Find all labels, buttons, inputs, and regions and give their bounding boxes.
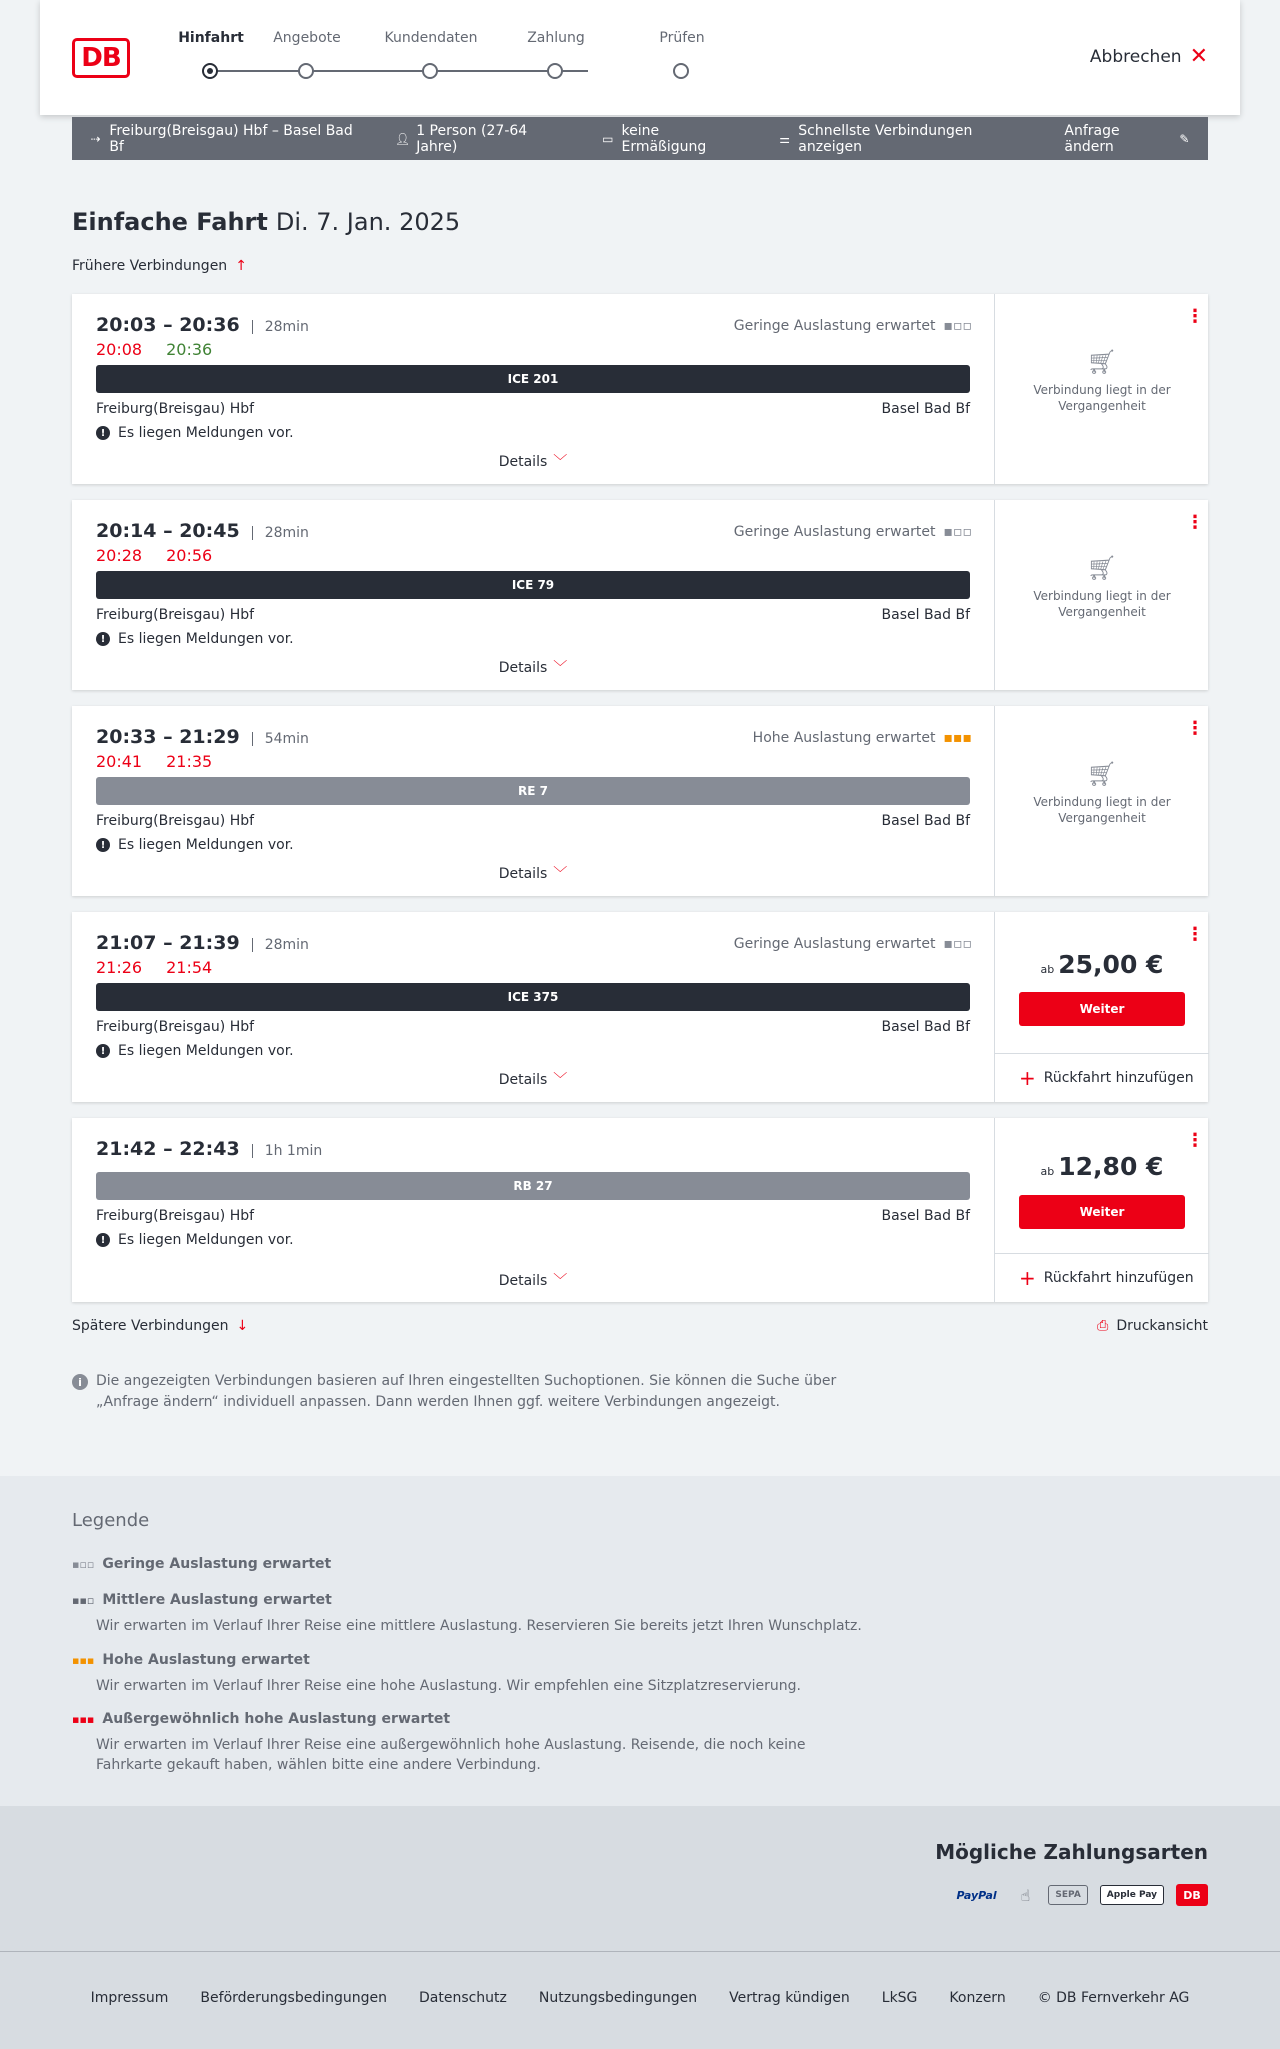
- top-navigation-bar: [40, 0, 1240, 115]
- sepa-icon: SEPA: [1048, 1885, 1087, 1905]
- booking-progress-steps: [178, 30, 705, 90]
- past-connection-notice: 🛒︎ Verbindung liegt in der Vergangenheit: [995, 766, 1209, 826]
- continue-button[interactable]: Weiter: [1019, 992, 1185, 1026]
- planned-times: 20:33 – 21:29: [96, 726, 240, 748]
- destination-station: Basel Bad Bf: [881, 607, 970, 623]
- legend-item: ▪▪▫ Mittlere Auslastung erwartet Wir erwarten im Verlauf Ihrer Reise eine mittlere Auslastung. Reservieren Sie bereits jetzt Ihren Wunschplatz.: [72, 1592, 862, 1634]
- continue-button[interactable]: Weiter: [1019, 1195, 1185, 1229]
- more-options-icon[interactable]: ⋮: [1186, 718, 1204, 739]
- duration: 28min: [252, 938, 309, 952]
- cart-unavailable-icon: 🛒︎: [1086, 760, 1118, 788]
- later-connections-link[interactable]: Spätere Verbindungen ↓: [72, 1318, 249, 1334]
- realtime-departure: 20:28: [96, 546, 143, 565]
- destination-station: Basel Bad Bf: [881, 1019, 970, 1035]
- cart-unavailable-icon: 🛒︎: [1086, 554, 1118, 582]
- card-icon: ▭: [602, 131, 614, 146]
- earlier-connections-link[interactable]: Frühere Verbindungen ↑: [72, 258, 247, 274]
- payment-methods-section: [0, 1806, 1280, 1951]
- apple-pay-icon: Apple Pay: [1100, 1885, 1164, 1905]
- arrow-right-icon: ⇢: [90, 131, 101, 146]
- edit-request-button[interactable]: Anfrage ändern ✎: [1064, 123, 1192, 155]
- printer-icon: ⎙: [1097, 1318, 1109, 1334]
- add-return-trip-button[interactable]: + Rückfahrt hinzufügen: [995, 1053, 1209, 1102]
- destination-station: Basel Bad Bf: [881, 1208, 970, 1224]
- exceptional-load-icon: ▪▪▪: [72, 1712, 95, 1726]
- more-options-icon[interactable]: ⋮: [1186, 306, 1204, 327]
- load-indicator: Geringe Auslastung erwartet ▪▫▫: [733, 936, 972, 952]
- low-load-icon: ▪▫▫: [943, 318, 972, 334]
- realtime-arrival: 21:54: [166, 958, 213, 977]
- origin-station: Freiburg(Breisgau) Hbf: [96, 607, 255, 623]
- option-summary: ⚌ Schnellste Verbindungen anzeigen: [777, 123, 1030, 155]
- passenger-summary: 👤︎ 1 Person (27-64 Jahre): [394, 122, 528, 155]
- footer-link-nutzungsbedingungen[interactable]: Nutzungsbedingungen: [538, 1990, 698, 2006]
- realtime-arrival: 21:35: [166, 752, 213, 771]
- footer-link-vertrag-kuendigen[interactable]: Vertrag kündigen: [729, 1990, 850, 2006]
- past-connection-notice: 🛒︎ Verbindung liegt in der Vergangenheit: [995, 560, 1209, 620]
- more-options-icon[interactable]: ⋮: [1186, 1130, 1204, 1151]
- step-kundendaten: Kundendaten: [366, 30, 496, 58]
- alert-icon: !: [96, 1233, 110, 1247]
- high-load-icon: ▪▪▪: [72, 1653, 95, 1667]
- connection-card: [72, 500, 1208, 690]
- destination-station: Basel Bad Bf: [881, 401, 970, 417]
- search-info-note: i Die angezeigten Verbindungen basieren auf Ihren eingestellten Suchoptionen. Sie können die Suche über „Anfrage ändern“ individuell anpassen. Dann werden Ihnen ggf. weitere Verbindungen angezeigt.: [72, 1371, 852, 1413]
- details-toggle[interactable]: Details ﹀: [498, 454, 568, 470]
- connection-card: [72, 912, 1208, 1102]
- destination-station: Basel Bad Bf: [881, 813, 970, 829]
- step-dot: [422, 63, 438, 79]
- planned-times: 21:07 – 21:39: [96, 932, 240, 954]
- chevron-down-icon: ﹀: [553, 866, 568, 882]
- step-dot: [547, 63, 563, 79]
- db-payment-icon: DB: [1176, 1884, 1208, 1906]
- notice: ! Es liegen Meldungen vor.: [96, 425, 970, 441]
- alert-icon: !: [96, 838, 110, 852]
- origin-station: Freiburg(Breisgau) Hbf: [96, 401, 255, 417]
- planned-times: 20:03 – 20:36: [96, 314, 240, 336]
- chevron-down-icon: ﹀: [553, 1273, 568, 1289]
- duration: 54min: [252, 732, 309, 746]
- low-load-icon: ▪▫▫: [943, 524, 972, 540]
- connection-card: [72, 706, 1208, 896]
- step-dot: [673, 63, 689, 79]
- alert-icon: !: [96, 632, 110, 646]
- arrow-up-icon: ↑: [235, 258, 247, 274]
- search-summary-bar: [72, 117, 1208, 160]
- footer-link-befoerderungsbedingungen[interactable]: Beförderungsbedingungen: [200, 1990, 387, 2006]
- medium-load-icon: ▪▪▫: [72, 1593, 95, 1607]
- realtime-departure: 21:26: [96, 958, 143, 977]
- legend-title: Legende: [72, 1510, 150, 1531]
- notice: ! Es liegen Meldungen vor.: [96, 837, 970, 853]
- planned-times: 21:42 – 22:43: [96, 1138, 240, 1160]
- progress-line: [210, 70, 588, 72]
- plus-icon: +: [1019, 1066, 1036, 1090]
- info-icon: i: [72, 1374, 88, 1390]
- legend-item: ▪▪▪ Außergewöhnlich hohe Auslastung erwartet Wir erwarten im Verlauf Ihrer Reise eine außergewöhnlich hohe Auslastung. Reisende, die noch keine Fahrkarte gekauft haben, wählen bitte eine andere Verbindung.: [72, 1711, 806, 1773]
- footer-link-datenschutz[interactable]: Datenschutz: [418, 1990, 507, 2006]
- step-pruefen: Prüfen: [617, 30, 747, 58]
- footer-copyright: © DB Fernverkehr AG: [1037, 1990, 1190, 2006]
- paypal-icon: PayPal: [956, 1888, 997, 1902]
- details-toggle[interactable]: Details ﹀: [498, 866, 568, 882]
- price: ab 12,80 €: [1040, 1152, 1164, 1181]
- details-toggle[interactable]: Details ﹀: [498, 1273, 568, 1289]
- add-return-trip-button[interactable]: + Rückfahrt hinzufügen: [995, 1253, 1209, 1302]
- footer-link-impressum[interactable]: Impressum: [90, 1990, 169, 2006]
- credit-card-icon: ☝: [1020, 1885, 1031, 1905]
- alert-icon: !: [96, 1044, 110, 1058]
- route-summary: ⇢ Freiburg(Breisgau) Hbf – Basel Bad Bf: [88, 123, 361, 155]
- pencil-icon: ✎: [1179, 131, 1190, 146]
- origin-station: Freiburg(Breisgau) Hbf: [96, 1208, 255, 1224]
- cart-unavailable-icon: 🛒︎: [1086, 348, 1118, 376]
- discount-summary: ▭ keine Ermäßigung: [602, 122, 707, 155]
- connection-card: [72, 294, 1208, 484]
- payment-title: Mögliche Zahlungsarten: [935, 1840, 1208, 1864]
- load-indicator: Hohe Auslastung erwartet ▪▪▪: [752, 730, 972, 746]
- chevron-down-icon: ﹀: [553, 660, 568, 676]
- legend-item: ▪▪▪ Hohe Auslastung erwartet Wir erwarten im Verlauf Ihrer Reise eine hohe Auslastung. Wir empfehlen eine Sitzplatzreservierung.: [72, 1652, 801, 1694]
- step-dot-active: [202, 63, 218, 79]
- train-bar[interactable]: ICE 79: [96, 571, 970, 599]
- step-hinfahrt: Hinfahrt: [146, 30, 276, 58]
- high-load-icon: ▪▪▪: [943, 730, 972, 746]
- chevron-down-icon: ﹀: [553, 454, 568, 470]
- cancel-label: Abbrechen: [1089, 47, 1182, 67]
- plus-icon: +: [1019, 1266, 1036, 1290]
- more-options-icon[interactable]: ⋮: [1186, 924, 1204, 945]
- close-icon: ✕: [1189, 44, 1208, 69]
- low-load-icon: ▪▫▫: [72, 1557, 95, 1571]
- db-logo[interactable]: DB: [72, 38, 130, 78]
- legend-section: [0, 1476, 1280, 1806]
- step-zahlung: Zahlung: [491, 30, 621, 58]
- page-title: Einfache Fahrt Di. 7. Jan. 2025: [72, 208, 461, 236]
- realtime-departure: 20:41: [96, 752, 143, 771]
- train-bar[interactable]: ICE 375: [96, 983, 970, 1011]
- notice: ! Es liegen Meldungen vor.: [96, 631, 970, 647]
- footer-link-konzern[interactable]: Konzern: [949, 1990, 1006, 2006]
- realtime-arrival: 20:36: [166, 340, 213, 359]
- load-indicator: Geringe Auslastung erwartet ▪▫▫: [733, 524, 972, 540]
- details-toggle[interactable]: Details ﹀: [498, 660, 568, 676]
- person-icon: 👤︎: [394, 131, 411, 146]
- train-bar[interactable]: RE 7: [96, 777, 970, 805]
- train-bar[interactable]: RB 27: [96, 1172, 970, 1200]
- arrow-down-icon: ↓: [236, 1318, 249, 1334]
- step-angebote: Angebote: [242, 30, 372, 58]
- notice: ! Es liegen Meldungen vor.: [96, 1232, 970, 1248]
- duration: 1h 1min: [252, 1144, 323, 1158]
- travel-date: Di. 7. Jan. 2025: [275, 208, 461, 236]
- chevron-down-icon: ﹀: [553, 1072, 568, 1088]
- price: ab 25,00 €: [1040, 950, 1164, 979]
- realtime-arrival: 20:56: [166, 546, 213, 565]
- connection-card: [72, 1118, 1208, 1302]
- duration: 28min: [252, 320, 309, 334]
- filter-icon: ⚌: [779, 131, 790, 146]
- legend-item: ▪▫▫ Geringe Auslastung erwartet: [72, 1556, 332, 1572]
- footer: [0, 1951, 1280, 2049]
- past-connection-notice: 🛒︎ Verbindung liegt in der Vergangenheit: [995, 354, 1209, 414]
- more-options-icon[interactable]: ⋮: [1186, 512, 1204, 533]
- origin-station: Freiburg(Breisgau) Hbf: [96, 1019, 255, 1035]
- low-load-icon: ▪▫▫: [943, 936, 972, 952]
- notice: ! Es liegen Meldungen vor.: [96, 1043, 970, 1059]
- cancel-button[interactable]: [1089, 44, 1208, 69]
- footer-link-lksg[interactable]: LkSG: [881, 1990, 918, 2006]
- duration: 28min: [252, 526, 309, 540]
- load-indicator: Geringe Auslastung erwartet ▪▫▫: [733, 318, 972, 334]
- train-bar[interactable]: ICE 201: [96, 365, 970, 393]
- planned-times: 20:14 – 20:45: [96, 520, 240, 542]
- print-view-link[interactable]: ⎙ Druckansicht: [1097, 1318, 1208, 1334]
- origin-station: Freiburg(Breisgau) Hbf: [96, 813, 255, 829]
- realtime-departure: 20:08: [96, 340, 143, 359]
- step-dot: [298, 63, 314, 79]
- details-toggle[interactable]: Details ﹀: [498, 1072, 568, 1088]
- alert-icon: !: [96, 426, 110, 440]
